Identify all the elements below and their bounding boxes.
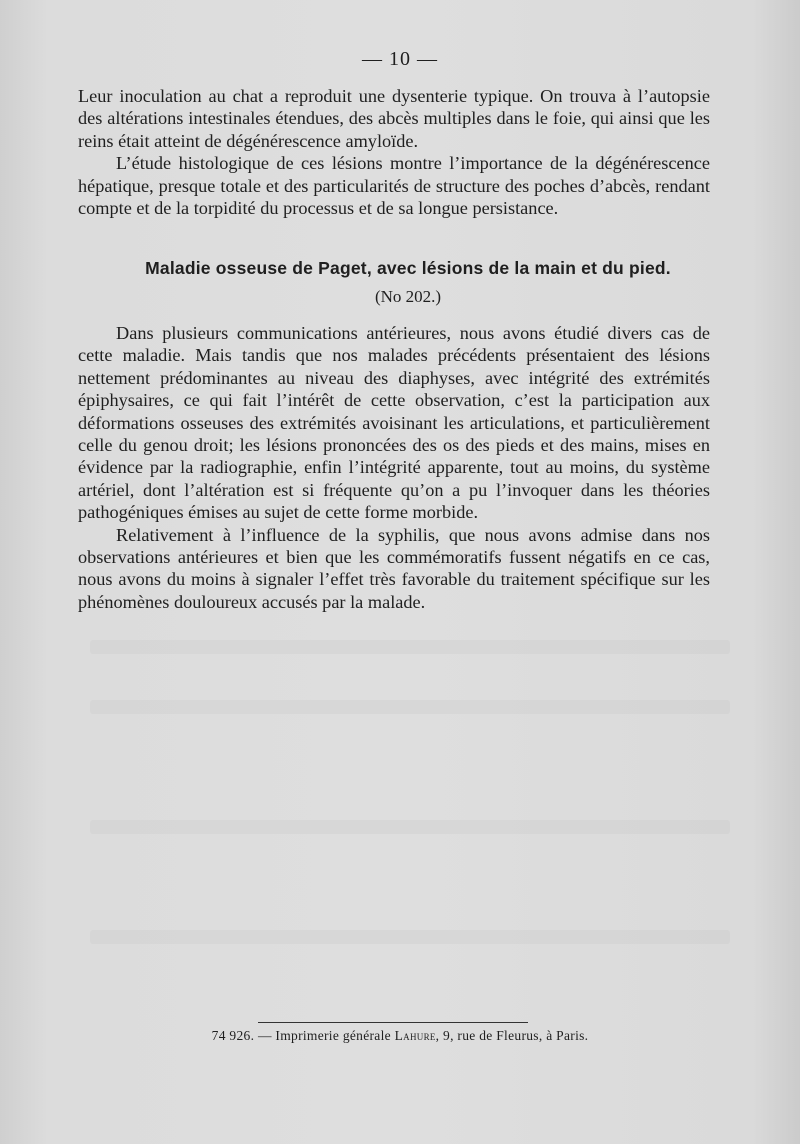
imprint-text: — Imprimerie générale: [257, 1028, 395, 1043]
imprint-number: 74 926.: [211, 1028, 255, 1043]
bleed-through-shadow: [90, 700, 730, 714]
page-number: — 10 —: [362, 48, 438, 70]
paragraph: Relativement à l’influence de la syphilis, que nous avons admise dans nos observations antérieures et bien que les commémoratifs fussent négatifs en ce cas, nous avons du moins à signaler l’effet très favorable du traitement spécifique sur les phénomènes douloureux accusés par la malade.: [78, 524, 710, 612]
bleed-through-shadow: [90, 640, 730, 654]
imprint-printer: Lahure: [394, 1028, 436, 1043]
imprint-address: , 9, rue de Fleurus, à Paris.: [435, 1028, 589, 1043]
footer-rule: [258, 1022, 528, 1023]
text-block-intro: [78, 85, 710, 219]
paragraph: L’étude histologique de ces lésions montre l’importance de la dégénérescence hépatique, presque totale et des particularités de structure des poches d’abcès, rendant compte et de la torpidité du processus et de sa longue persistance.: [78, 153, 710, 219]
text-block-paget: [78, 322, 710, 613]
paragraph: Dans plusieurs communications antérieures, nous avons étudié divers cas de cette maladie. Mais tandis que nos malades précédents présentaient des lésions nettement prédominantes au niveau des diaphyses, avec intégrité des extrémités épiphysaires, ce qui fait l’intérêt de cette observation, c’est la participation aux déformations osseuses des extrémités avoisinant les articulations, et particulièrement celle du genou droit; les lésions prononcées des os des pieds et des mains, mises en évidence par la radiographie, enfin l’intégrité apparente, tout au moins, du système artériel, dont l’altération est si fréquente qu’on a pu l’invoquer dans les théories pathogéniques émises au sujet de cette forme morbide.: [78, 323, 710, 523]
bleed-through-shadow: [90, 930, 730, 944]
printer-imprint: [0, 1028, 800, 1044]
section-reference: (No 202.): [374, 287, 442, 306]
section-title: Maladie osseuse de Paget, avec lésions de la main et du pied.: [145, 258, 671, 278]
paragraph: Leur inoculation au chat a reproduit une dysenterie typique. On trouva à l’autopsie des altérations intestinales étendues, des abcès multiples dans le foie, qui ainsi que les reins était atteint de dégénérescence amyloïde.: [78, 86, 710, 151]
bleed-through-shadow: [90, 820, 730, 834]
